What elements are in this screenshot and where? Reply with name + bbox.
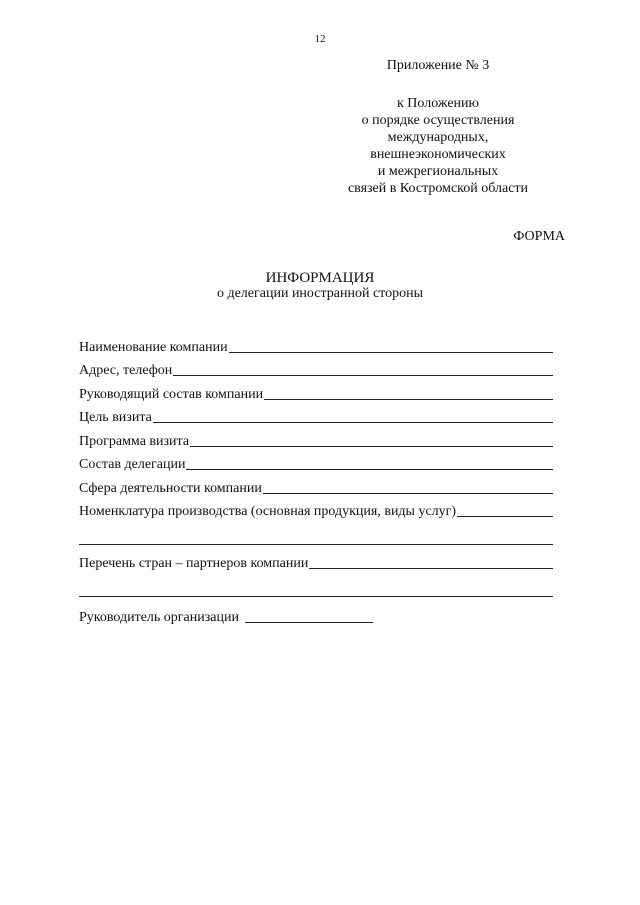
visit-program-blank[interactable] (190, 446, 553, 447)
address-phone-field (79, 356, 553, 380)
management-blank[interactable] (264, 399, 553, 400)
appendix-title: Приложение № 3 (386, 58, 490, 73)
activity-label: Сфера деятельности компании (79, 480, 262, 496)
company-name-blank[interactable] (229, 352, 553, 353)
delegation-field (79, 450, 553, 474)
page-number: 12 (314, 33, 326, 45)
management-label: Руководящий состав компании (79, 386, 264, 402)
delegation-label: Состав делегации (79, 457, 186, 472)
visit-program-label: Программа визита (79, 433, 190, 449)
appendix-line: о порядке осуществления (361, 113, 515, 128)
visit-purpose-label: Цель визита (79, 410, 152, 425)
partner-countries-continuation-blank[interactable] (79, 572, 553, 597)
delegation-blank[interactable] (186, 469, 553, 470)
appendix-line: связей в Костромской области (347, 181, 529, 196)
partner-countries-field (79, 548, 553, 572)
nomenclature-continuation-blank[interactable] (79, 520, 553, 545)
document-subtitle: о делегации иностранной стороны (216, 286, 424, 301)
appendix-line: к Положению (396, 96, 479, 111)
visit-purpose-field (79, 403, 553, 427)
company-name-field (79, 332, 553, 356)
signature-label: Руководитель организации (79, 610, 239, 625)
signature-line (79, 610, 373, 626)
company-name-label: Наименование компании (79, 339, 228, 355)
signature-blank[interactable] (245, 622, 373, 623)
nomenclature-blank[interactable] (457, 516, 553, 517)
appendix-block (340, 57, 536, 197)
management-field (79, 379, 553, 403)
activity-field (79, 473, 553, 497)
visit-purpose-blank[interactable] (153, 422, 553, 423)
address-phone-blank[interactable] (173, 375, 553, 376)
form-label: ФОРМА (513, 229, 565, 244)
activity-blank[interactable] (263, 493, 553, 494)
appendix-line: и межрегиональных (377, 164, 499, 179)
document-title: ИНФОРМАЦИЯ (265, 270, 375, 286)
partner-countries-label: Перечень стран – партнеров компании (79, 555, 309, 571)
nomenclature-label: Номенклатура производства (основная продукция, виды услуг) (79, 504, 457, 519)
form-fields (79, 332, 553, 600)
address-phone-label: Адрес, телефон (79, 363, 173, 378)
nomenclature-field (79, 497, 553, 521)
visit-program-field (79, 426, 553, 450)
partner-countries-blank[interactable] (309, 568, 553, 569)
appendix-line: внешнеэкономических (370, 147, 506, 162)
appendix-line: международных, (387, 130, 489, 145)
